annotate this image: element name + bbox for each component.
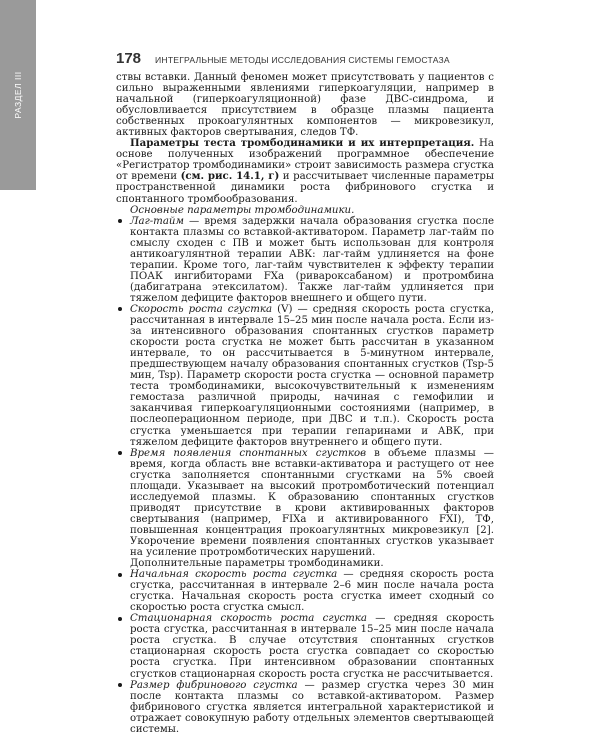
param-term: Стационарная скорость роста сгустка	[130, 613, 367, 625]
bullet-icon	[118, 307, 122, 311]
list-item	[116, 569, 494, 613]
list-item	[116, 680, 494, 735]
intro-paragraph: ствы вставки. Данный феномен может присутствовать у пациентов с сильно выраженными явлениями гиперкоагуляции, например в начальной (гиперкоагуляционной) фазе ДВС-синдрома, и обусловливается присутствием в образце плазмы пациента собственных прокоагулянтных компонентов — микровезикул, активных факторов свертывания, следов ТФ.	[116, 72, 494, 139]
bullet-icon	[118, 683, 122, 687]
param-text: — средняя скорость роста сгустка, рассчитанная в интервале 15–25 мин после начала роста сгустка. В случае отсутствия спонтанных сгустков стационарная скорость роста сгустка совпадает со скоростью роста сгустка. При интенсивном образовании спонтанных сгустков стационарная скорость роста сгустка не рассчитывается.	[130, 613, 494, 680]
section-label: РАЗДЕЛ III	[13, 71, 23, 119]
list-item	[116, 304, 494, 448]
page-body	[116, 72, 494, 735]
param-text: — размер сгустка через 30 мин после контакта плазмы со вставкой-активатором. Размер фибринового сгустка является интегральной характеристикой и отражает совокупную работу отдельных элементов свертывающей системы.	[130, 679, 494, 735]
additional-params-heading: Дополнительные параметры тромбодинамики.	[130, 558, 384, 570]
param-text: — средняя скорость роста сгустка, рассчитанная в интервале 15–25 мин после начала роста. Если из-за интенсивного образования спонтанных сгустков параметр скорости роста сгустка не может быть рассчитан в указанном интервале, то он рассчитывается в 5-минутном интервале, предшествующем началу образования спонтанных сгустков (Tsp-5 мин, Tsp). Параметр скорости роста сгустка — основной параметр теста тромбодинамики, высокочувствительный к изменениям гемостаза различной природы, начиная с гемофилии и заканчивая гиперкоагуляционными состояниями (например, в послеоперационном периоде, при ДВС и т.п.). Скорость роста сгустка уменьшается при терапии гепаринами и АВК, при тяжелом дефиците факторов внутреннего и общего пути.	[130, 303, 495, 448]
param-text: — средняя скорость роста сгустка, рассчитанная в интервале 2–6 мин после начала роста сгустка. Начальная скорость роста сгустка имеет сходный со скоростью роста сгустка смысл.	[130, 569, 494, 614]
section-side-tab	[0, 0, 36, 190]
bullet-icon	[118, 573, 122, 577]
bullet-icon	[118, 451, 122, 455]
param-term: Начальная скорость роста сгустка	[130, 569, 338, 581]
figure-reference: (см. рис. 14.1, г)	[180, 170, 280, 183]
bullet-icon	[118, 617, 122, 621]
param-term: Время появления спонтанных сгустков	[130, 447, 367, 459]
main-params-list	[116, 216, 494, 558]
section-heading: Параметры теста тромбодинамики и их интерпретация.	[130, 137, 475, 150]
bullet-icon	[118, 219, 122, 223]
param-text: — время задержки начала образования сгустка после контакта плазмы со вставкой-активатором. Параметр лаг-тайм по смыслу сходен с ПВ и может быть использован для контроля антикоагулянтной терапии АВК: лаг-тайм удлиняется на фоне терапии. Кроме того, лаг-тайм чувствителен к эффекту терапии ПОАК ингибиторами FXa (ривароксабаном) и протромбина (дабигатрана этексилатом). Также лаг-тайм удлиняется при тяжелом дефиците факторов внешнего и общего пути.	[130, 215, 494, 304]
list-item	[116, 216, 494, 304]
section-text-part1: На основе полученных изображений программное обеспечение «Регистратор тромбодинамики» строит зависимость размера сгустка от времени	[116, 138, 494, 183]
section-paragraph	[116, 138, 494, 204]
param-term: Лаг-тайм	[130, 215, 184, 227]
main-params-heading: Основные параметры тромбодинамики.	[130, 204, 355, 216]
running-title: ИНТЕГРАЛЬНЫЕ МЕТОДЫ ИССЛЕДОВАНИЯ СИСТЕМЫ ГЕМОСТАЗА	[155, 55, 450, 65]
param-term: Скорость роста сгустка	[130, 303, 273, 315]
param-text: в объеме плазмы — время, когда область вне вставки-активатора и растущего от нее сгустка заполняется спонтанными сгустками на 5% своей площади. Указывает на высокий протромботический потенциал исследуемой плазмы. К образованию спонтанных сгустков приводят присутствие в крови активированных факторов свертывания (например, FIXa и активированного FXI), ТФ, повышенная концентрация прокоагулянтных микровезикул [2]. Укорочение времени появления спонтанных сгустков указывает на усиление протромботических нарушений.	[130, 447, 494, 559]
page-header	[116, 50, 494, 67]
page-number: 178	[116, 50, 142, 67]
param-term: Размер фибринового сгустка	[130, 679, 298, 691]
list-item	[116, 613, 494, 679]
additional-params-list	[116, 569, 494, 735]
param-symbol: (V)	[272, 303, 293, 315]
list-item	[116, 448, 494, 558]
section-text-part2: и рассчитывает численные параметры пространственной динамики роста фибринового сгустка и спонтанного тромбообразования.	[116, 171, 494, 205]
